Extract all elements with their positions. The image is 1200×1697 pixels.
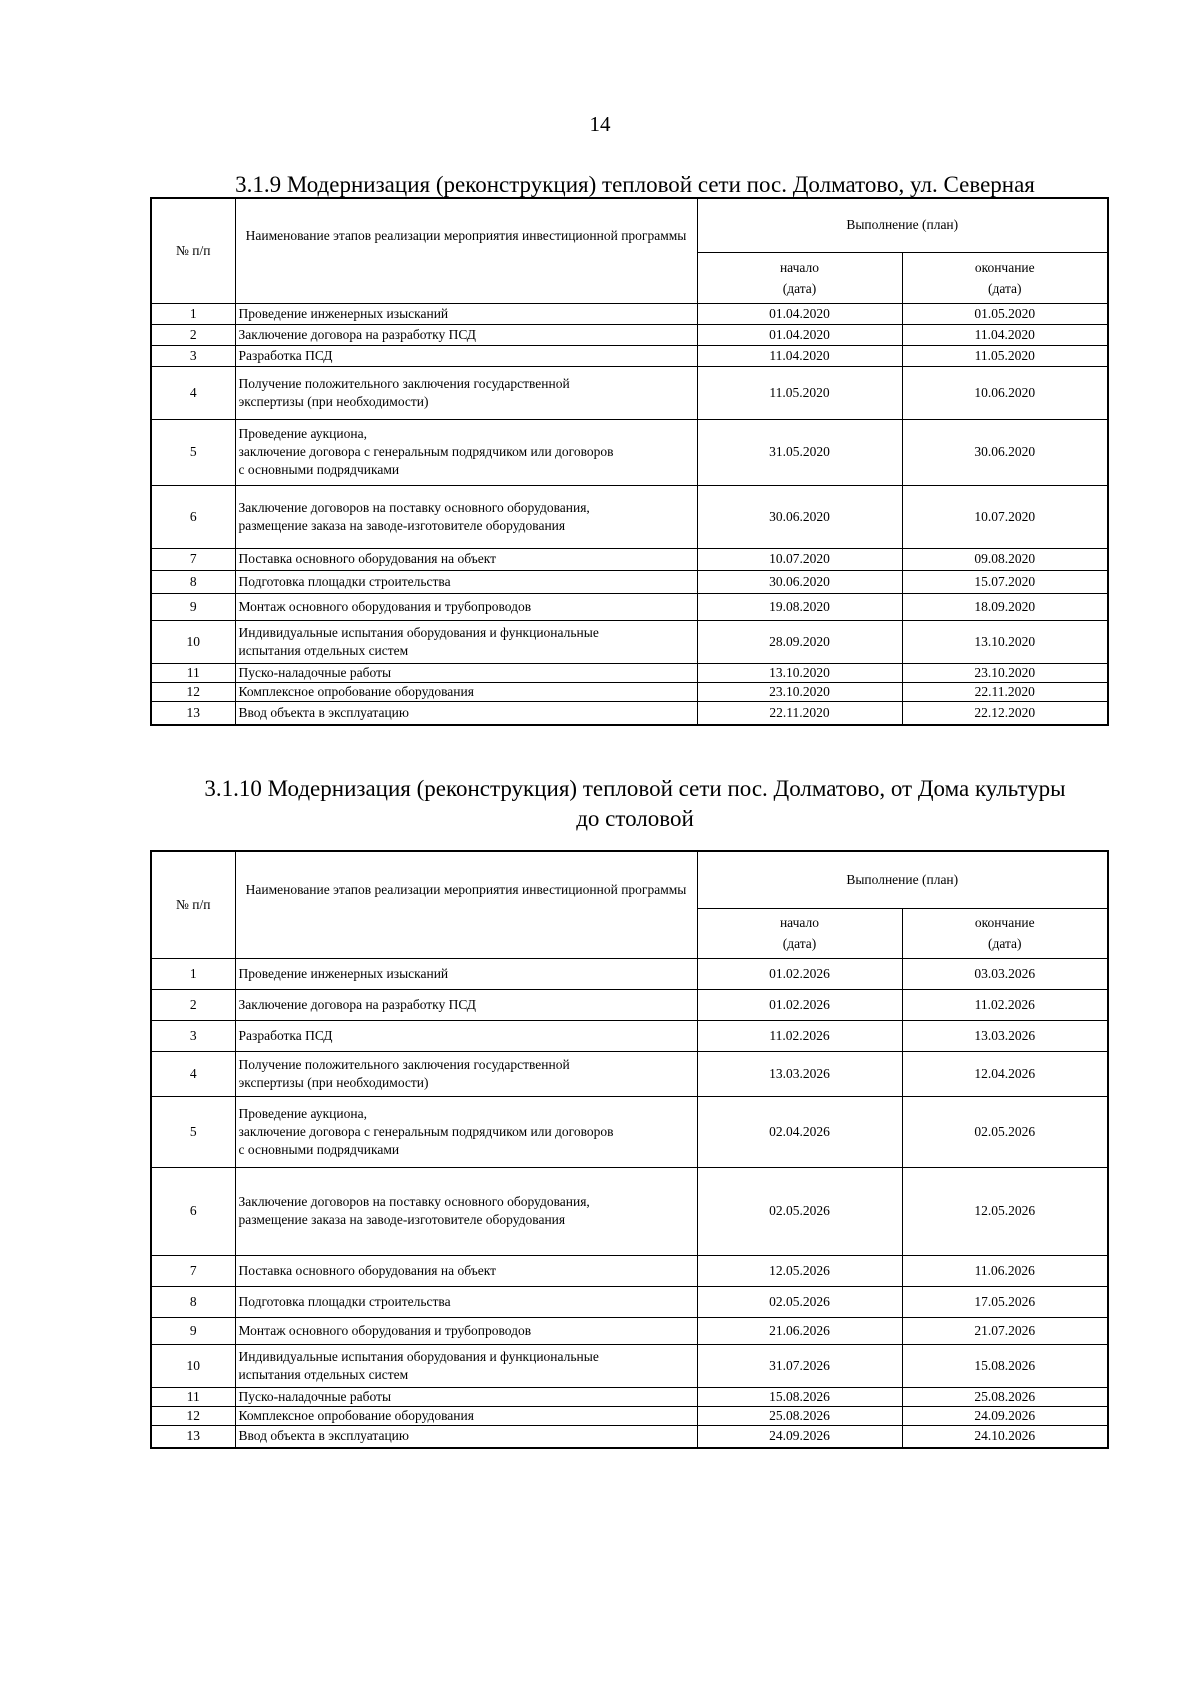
row-stage-name-line: Монтаж основного оборудования и трубопроводов xyxy=(238,598,532,614)
row-end-date: 17.05.2026 xyxy=(902,1286,1108,1317)
row-start-date: 01.04.2020 xyxy=(697,303,902,324)
header-end-date xyxy=(902,908,1108,958)
row-stage-name-line: Разработка ПСД xyxy=(238,347,333,363)
row-stage-name xyxy=(235,1425,697,1448)
row-stage-name xyxy=(235,1344,697,1387)
table-row xyxy=(151,1317,1108,1344)
header-end-date xyxy=(902,252,1108,303)
row-number: 10 xyxy=(151,620,235,663)
row-number: 7 xyxy=(151,548,235,570)
row-start-date: 11.05.2020 xyxy=(697,366,902,419)
row-start-date: 31.07.2026 xyxy=(697,1344,902,1387)
row-number: 7 xyxy=(151,1255,235,1286)
row-start-date: 25.08.2026 xyxy=(697,1406,902,1425)
table-row xyxy=(151,1286,1108,1317)
row-end-date: 11.06.2026 xyxy=(902,1255,1108,1286)
row-stage-name xyxy=(235,1051,697,1096)
row-stage-name xyxy=(235,570,697,593)
row-stage-name xyxy=(235,620,697,663)
row-number: 11 xyxy=(151,663,235,682)
row-stage-name xyxy=(235,324,697,345)
header-end-line: окончание xyxy=(974,259,1035,275)
row-start-date: 23.10.2020 xyxy=(697,682,902,701)
row-end-date: 12.04.2026 xyxy=(902,1051,1108,1096)
row-end-date: 11.04.2020 xyxy=(902,324,1108,345)
row-stage-name-line: испытания отдельных систем xyxy=(238,642,409,658)
header-start-line: начало xyxy=(779,915,820,930)
table-row xyxy=(151,570,1108,593)
row-start-date: 01.04.2020 xyxy=(697,324,902,345)
row-start-date: 31.05.2020 xyxy=(697,419,902,485)
row-stage-name-line: Ввод объекта в эксплуатацию xyxy=(238,1428,409,1444)
header-num: № п/п xyxy=(151,851,235,958)
row-stage-name xyxy=(235,593,697,620)
row-stage-name-line: Проведение аукциона, xyxy=(238,1105,367,1121)
header-num: № п/п xyxy=(151,198,235,303)
header-execution-plan: Выполнение (план) xyxy=(697,851,1108,908)
row-stage-name xyxy=(235,989,697,1020)
row-stage-name-line: Подготовка площадки строительства xyxy=(238,573,451,589)
table-row xyxy=(151,620,1108,663)
header-start-date xyxy=(697,252,902,303)
row-stage-name-line: Заключение договоров на поставку основного оборудования, xyxy=(238,499,590,515)
row-start-date: 24.09.2026 xyxy=(697,1425,902,1448)
row-end-date: 22.12.2020 xyxy=(902,701,1108,725)
table-row xyxy=(151,958,1108,989)
row-number: 2 xyxy=(151,324,235,345)
row-end-date: 18.09.2020 xyxy=(902,593,1108,620)
table-row xyxy=(151,303,1108,324)
row-stage-name-line: экспертизы (при необходимости) xyxy=(238,1074,429,1090)
row-stage-name xyxy=(235,419,697,485)
row-stage-name-line: Заключение договора на разработку ПСД xyxy=(238,996,476,1012)
row-stage-name-line: Ввод объекта в эксплуатацию xyxy=(238,704,409,720)
table-row xyxy=(151,345,1108,366)
row-number: 1 xyxy=(151,958,235,989)
row-stage-name-line: размещение заказа на заводе-изготовителе оборудования xyxy=(238,517,566,533)
row-end-date: 23.10.2020 xyxy=(902,663,1108,682)
row-stage-name xyxy=(235,303,697,324)
row-stage-name-line: Индивидуальные испытания оборудования и функциональные xyxy=(238,1348,599,1364)
row-stage-name-line: Комплексное опробование оборудования xyxy=(238,1407,474,1423)
row-number: 10 xyxy=(151,1344,235,1387)
row-end-date: 12.05.2026 xyxy=(902,1167,1108,1255)
row-start-date: 30.06.2020 xyxy=(697,570,902,593)
row-end-date: 24.09.2026 xyxy=(902,1406,1108,1425)
row-stage-name-line: экспертизы (при необходимости) xyxy=(238,393,429,409)
row-stage-name-line: Разработка ПСД xyxy=(238,1027,333,1043)
table-row xyxy=(151,682,1108,701)
row-number: 6 xyxy=(151,485,235,548)
row-start-date: 22.11.2020 xyxy=(697,701,902,725)
row-end-date: 25.08.2026 xyxy=(902,1387,1108,1406)
row-end-date: 11.02.2026 xyxy=(902,989,1108,1020)
row-stage-name-line: Заключение договоров на поставку основного оборудования, xyxy=(238,1194,590,1209)
row-stage-name-line: Подготовка площадки строительства xyxy=(238,1293,451,1309)
row-stage-name-line: Проведение инженерных изысканий xyxy=(238,965,449,981)
header-execution-plan: Выполнение (план) xyxy=(697,198,1108,252)
row-stage-name-line: Проведение аукциона, xyxy=(238,426,367,441)
row-end-date: 09.08.2020 xyxy=(902,548,1108,570)
row-stage-name-line: Индивидуальные испытания оборудования и функциональные xyxy=(238,624,599,640)
row-start-date: 13.03.2026 xyxy=(697,1051,902,1096)
row-end-date: 21.07.2026 xyxy=(902,1317,1108,1344)
row-number: 3 xyxy=(151,345,235,366)
row-stage-name-line: Поставка основного оборудования на объект xyxy=(238,551,497,566)
row-stage-name-line: Заключение договора на разработку ПСД xyxy=(238,326,476,342)
row-start-date: 19.08.2020 xyxy=(697,593,902,620)
row-number: 2 xyxy=(151,989,235,1020)
header-end-line: (дата) xyxy=(987,280,1022,296)
header-row xyxy=(151,198,1108,252)
row-number: 4 xyxy=(151,1051,235,1096)
table-row xyxy=(151,548,1108,570)
row-stage-name xyxy=(235,548,697,570)
table-row xyxy=(151,485,1108,548)
row-start-date: 11.02.2026 xyxy=(697,1020,902,1051)
table-row xyxy=(151,366,1108,419)
row-stage-name-line: размещение заказа на заводе-изготовителе оборудования xyxy=(238,1212,566,1227)
row-number: 5 xyxy=(151,1096,235,1167)
row-number: 11 xyxy=(151,1387,235,1406)
header-end-line: окончание xyxy=(974,915,1035,930)
row-stage-name xyxy=(235,1020,697,1051)
schedule-table-3-1-10 xyxy=(150,850,1109,1449)
table-row xyxy=(151,1255,1108,1286)
header-end-line: (дата) xyxy=(987,936,1022,951)
row-number: 4 xyxy=(151,366,235,419)
row-end-date: 13.10.2020 xyxy=(902,620,1108,663)
section-title-3-1-9 xyxy=(150,170,1120,200)
table-row xyxy=(151,324,1108,345)
row-stage-name xyxy=(235,663,697,682)
row-end-date: 01.05.2020 xyxy=(902,303,1108,324)
row-end-date: 24.10.2026 xyxy=(902,1425,1108,1448)
row-stage-name-line: с основными подрядчиками xyxy=(238,462,400,477)
row-start-date: 02.05.2026 xyxy=(697,1286,902,1317)
row-end-date: 03.03.2026 xyxy=(902,958,1108,989)
row-number: 12 xyxy=(151,682,235,701)
row-end-date: 10.07.2020 xyxy=(902,485,1108,548)
section-title-3-1-10 xyxy=(150,774,1120,834)
header-stage-name: Наименование этапов реализации мероприятия инвестиционной программы xyxy=(235,851,697,958)
table-row xyxy=(151,1344,1108,1387)
row-end-date: 10.06.2020 xyxy=(902,366,1108,419)
row-number: 5 xyxy=(151,419,235,485)
row-start-date: 11.04.2020 xyxy=(697,345,902,366)
row-end-date: 13.03.2026 xyxy=(902,1020,1108,1051)
row-stage-name-line: с основными подрядчиками xyxy=(238,1141,400,1157)
row-stage-name xyxy=(235,701,697,725)
row-stage-name xyxy=(235,1167,697,1255)
row-stage-name-line: Получение положительного заключения государственной xyxy=(238,375,570,391)
row-stage-name-line: испытания отдельных систем xyxy=(238,1366,409,1382)
section-title-line: до столовой xyxy=(576,806,694,831)
row-stage-name-line: заключение договора с генеральным подрядчиком или договоров xyxy=(238,444,614,459)
row-number: 13 xyxy=(151,1425,235,1448)
row-stage-name-line: заключение договора с генеральным подрядчиком или договоров xyxy=(238,1123,614,1139)
row-stage-name xyxy=(235,345,697,366)
row-end-date: 02.05.2026 xyxy=(902,1096,1108,1167)
row-end-date: 15.08.2026 xyxy=(902,1344,1108,1387)
table-row xyxy=(151,419,1108,485)
row-start-date: 01.02.2026 xyxy=(697,958,902,989)
row-start-date: 02.05.2026 xyxy=(697,1167,902,1255)
table-row xyxy=(151,1387,1108,1406)
row-number: 9 xyxy=(151,593,235,620)
row-stage-name xyxy=(235,366,697,419)
row-start-date: 02.04.2026 xyxy=(697,1096,902,1167)
row-number: 1 xyxy=(151,303,235,324)
row-stage-name xyxy=(235,1387,697,1406)
row-start-date: 10.07.2020 xyxy=(697,548,902,570)
schedule-table-3-1-9 xyxy=(150,197,1109,726)
row-stage-name-line: Комплексное опробование оборудования xyxy=(238,683,474,699)
header-start-line: начало xyxy=(779,259,820,275)
table-row xyxy=(151,701,1108,725)
row-end-date: 22.11.2020 xyxy=(902,682,1108,701)
row-stage-name-line: Монтаж основного оборудования и трубопроводов xyxy=(238,1322,532,1338)
row-start-date: 28.09.2020 xyxy=(697,620,902,663)
row-stage-name xyxy=(235,958,697,989)
row-stage-name xyxy=(235,485,697,548)
row-stage-name xyxy=(235,682,697,701)
table-row xyxy=(151,1406,1108,1425)
header-start-line: (дата) xyxy=(782,280,817,296)
header-stage-name: Наименование этапов реализации мероприятия инвестиционной программы xyxy=(235,198,697,303)
header-start-date xyxy=(697,908,902,958)
row-end-date: 30.06.2020 xyxy=(902,419,1108,485)
table-row xyxy=(151,1425,1108,1448)
row-number: 6 xyxy=(151,1167,235,1255)
row-number: 13 xyxy=(151,701,235,725)
row-end-date: 15.07.2020 xyxy=(902,570,1108,593)
row-stage-name xyxy=(235,1255,697,1286)
table-row xyxy=(151,989,1108,1020)
table-row xyxy=(151,1020,1108,1051)
header-row xyxy=(151,851,1108,908)
table-row xyxy=(151,1096,1108,1167)
header-start-line: (дата) xyxy=(782,936,817,951)
row-start-date: 21.06.2026 xyxy=(697,1317,902,1344)
row-stage-name-line: Пуско-наладочные работы xyxy=(238,1388,392,1404)
table-row xyxy=(151,1167,1108,1255)
row-stage-name xyxy=(235,1096,697,1167)
row-stage-name-line: Получение положительного заключения государственной xyxy=(238,1056,570,1072)
table-row xyxy=(151,1051,1108,1096)
row-stage-name-line: Пуско-наладочные работы xyxy=(238,664,392,680)
page-number: 14 xyxy=(589,112,611,136)
table-row xyxy=(151,663,1108,682)
row-stage-name xyxy=(235,1406,697,1425)
row-start-date: 01.02.2026 xyxy=(697,989,902,1020)
row-start-date: 12.05.2026 xyxy=(697,1255,902,1286)
row-number: 8 xyxy=(151,570,235,593)
row-stage-name-line: Проведение инженерных изысканий xyxy=(238,305,449,321)
row-start-date: 30.06.2020 xyxy=(697,485,902,548)
row-start-date: 15.08.2026 xyxy=(697,1387,902,1406)
row-number: 3 xyxy=(151,1020,235,1051)
section-title-line: 3.1.9 Модернизация (реконструкция) тепловой сети пос. Долматово, ул. Северная xyxy=(235,172,1035,197)
row-number: 8 xyxy=(151,1286,235,1317)
table-row xyxy=(151,593,1108,620)
row-end-date: 11.05.2020 xyxy=(902,345,1108,366)
row-number: 12 xyxy=(151,1406,235,1425)
row-number: 9 xyxy=(151,1317,235,1344)
row-stage-name xyxy=(235,1317,697,1344)
section-title-line: 3.1.10 Модернизация (реконструкция) тепловой сети пос. Долматово, от Дома культуры xyxy=(204,776,1066,801)
row-stage-name xyxy=(235,1286,697,1317)
row-start-date: 13.10.2020 xyxy=(697,663,902,682)
row-stage-name-line: Поставка основного оборудования на объект xyxy=(238,1262,497,1278)
